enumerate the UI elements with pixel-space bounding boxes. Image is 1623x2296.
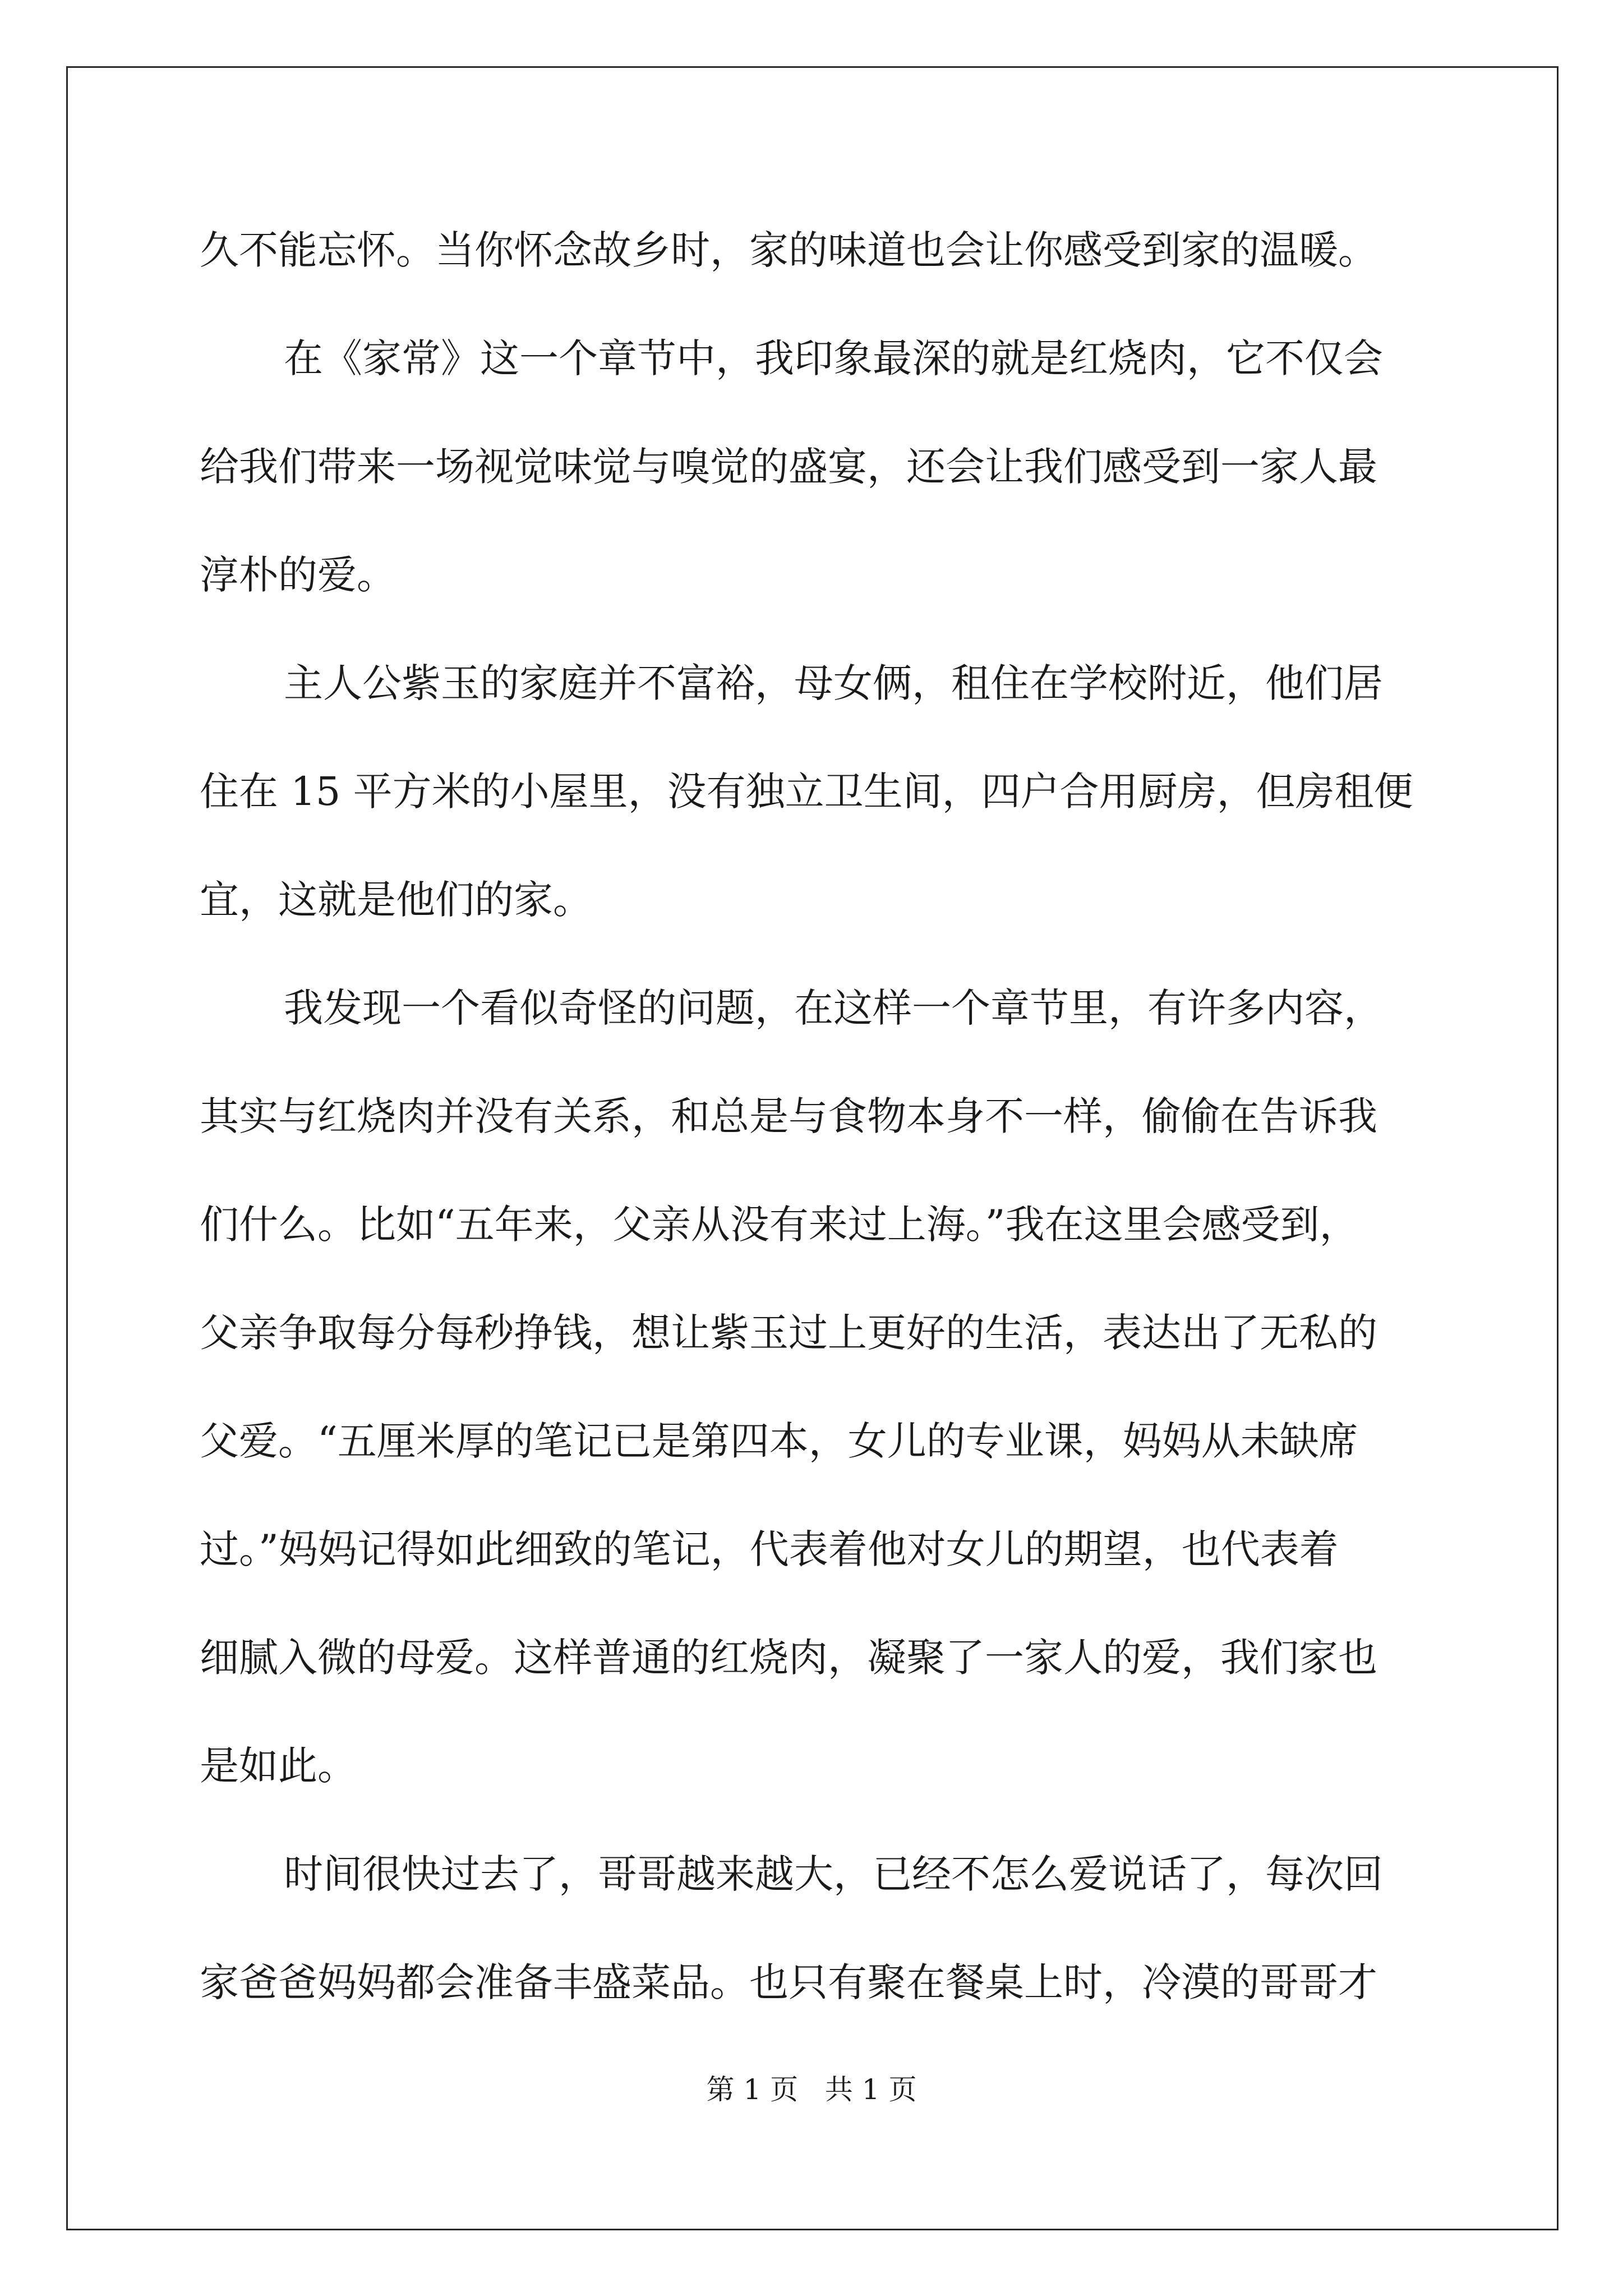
text-line: 我发现一个看似奇怪的问题，在这样一个章节里，有许多内容， [284,985,1383,1031]
page-number: 第 1 页 [706,2073,799,2106]
text-line: 在《家常》这一个章节中，我印象最深的就是红烧肉，它不仅会 [284,335,1383,381]
text-line: 主人公紫玉的家庭并不富裕，母女俩，租住在学校附近，他们居 [284,660,1383,706]
text-line: 给我们带来一场视觉味觉与嗅觉的盛宴，还会让我们感受到一家人最 [200,444,1377,490]
text-line: 细腻入微的母爱。这样普通的红烧肉，凝聚了一家人的爱，我们家也 [200,1635,1377,1681]
text-line: 父亲争取每分每秒挣钱，想让紫玉过上更好的生活，表达出了无私的 [200,1310,1377,1356]
text-line: 父爱。“五厘米厚的笔记已是第四本，女儿的专业课，妈妈从未缺席 [200,1418,1358,1464]
text-line: 家爸爸妈妈都会准备丰盛菜品。也只有聚在餐桌上时，冷漠的哥哥才 [200,1959,1377,2005]
text-line: 宜，这就是他们的家。 [200,877,592,923]
text-line: 其实与红烧肉并没有关系，和总是与食物本身不一样，偷偷在告诉我 [200,1093,1377,1139]
text-line: 时间很快过去了，哥哥越来越大，已经不怎么爱说话了，每次回 [284,1851,1383,1897]
text-line: 们什么。比如“五年来，父亲从没有来过上海。”我在这里会感受到， [200,1202,1359,1248]
text-line: 是如此。 [200,1743,357,1789]
text-line: 淳朴的爱。 [200,552,396,598]
text-line: 住在 15 平方米的小屋里，没有独立卫生间，四户合用厨房，但房租便 [200,769,1413,815]
document-body [200,196,1433,2037]
text-line: 久不能忘怀。当你怀念故乡时，家的味道也会让你感受到家的温暖。 [200,227,1377,273]
text-line: 过。”妈妈记得如此细致的笔记，代表着他对女儿的期望，也代表着 [200,1526,1339,1572]
page-footer [0,2070,1623,2109]
page-total: 共 1 页 [824,2073,917,2106]
